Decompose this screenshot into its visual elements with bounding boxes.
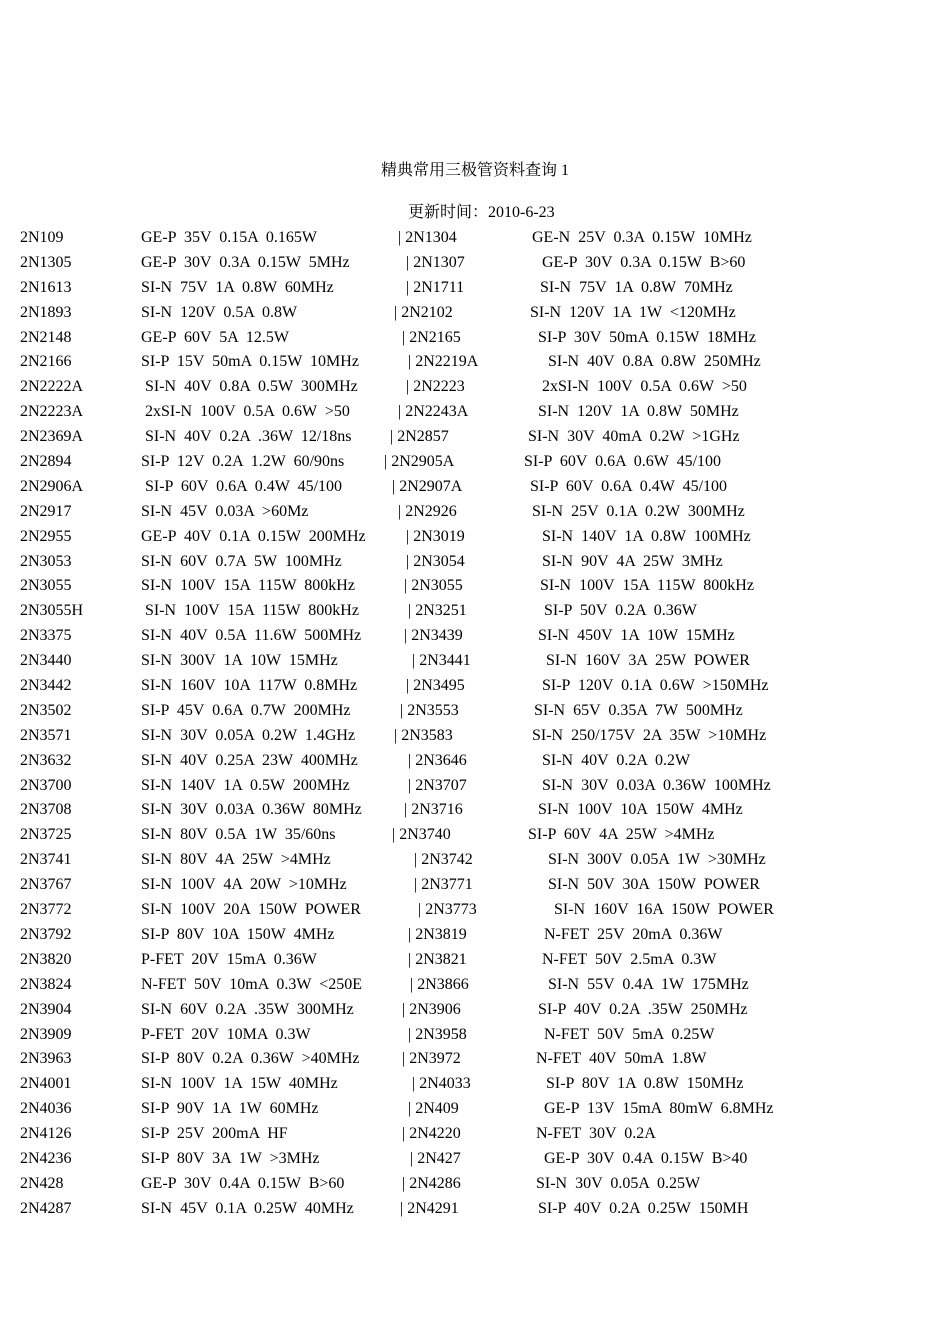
model-number: 2N1613 <box>20 278 72 296</box>
spec-text: SI-N 60V 0.7A 5W 100MHz <box>141 552 342 570</box>
model-number: 2N109 <box>20 229 64 246</box>
model-number: 2N3792 <box>20 925 72 943</box>
model-number: | 2N3441 <box>412 652 471 670</box>
spec-text: SI-N 55V 0.4A 1W 175MHz <box>548 975 749 993</box>
spec-text: SI-P 60V 4A 25W >4MHz <box>528 826 715 844</box>
model-number: | 2N4286 <box>402 1174 461 1192</box>
spec-text: SI-N 40V 0.2A 0.2W <box>542 751 691 769</box>
model-number: 2N3772 <box>20 901 72 919</box>
spec-text: SI-N 450V 1A 10W 15MHz <box>538 627 735 645</box>
spec-text: SI-P 120V 0.1A 0.6W >150MHz <box>542 677 769 695</box>
spec-text: SI-N 300V 1A 10W 15MHz <box>141 652 338 670</box>
spec-text: SI-N 40V 0.8A 0.8W 250MHz <box>548 353 761 371</box>
model-number: 2N2917 <box>20 502 72 520</box>
model-number: 2N4287 <box>20 1199 72 1217</box>
model-number: 2N1893 <box>20 303 72 321</box>
spec-text: SI-N 140V 1A 0.8W 100MHz <box>542 527 751 545</box>
model-number: | 2N3771 <box>414 876 473 894</box>
spec-text: GE-P 30V 0.3A 0.15W 5MHz <box>141 253 350 271</box>
spec-text: SI-P 25V 200mA HF <box>141 1125 288 1143</box>
table-row <box>0 949 950 974</box>
table-row <box>0 451 950 476</box>
spec-text: N-FET 40V 50mA 1.8W <box>536 1050 707 1068</box>
model-number: 2N4126 <box>20 1125 72 1143</box>
spec-text: SI-P 60V 0.6A 0.4W 45/100 <box>141 477 343 495</box>
spec-text: N-FET 50V 10mA 0.3W <250E <box>141 975 363 993</box>
table-row <box>0 799 950 824</box>
spec-text: SI-P 60V 0.6A 0.6W 45/100 <box>524 453 722 471</box>
spec-text: SI-N 30V 0.05A 0.25W <box>536 1174 701 1192</box>
model-number: 2N3904 <box>20 1000 72 1018</box>
spec-text: SI-P 60V 0.6A 0.4W 45/100 <box>530 477 728 495</box>
table-row <box>0 277 950 302</box>
table-row <box>0 1024 950 1049</box>
update-date: 更新时间：2010-6-23 <box>408 204 555 221</box>
spec-text: GE-P 40V 0.1A 0.15W 200MHz <box>141 527 366 545</box>
model-number: 2N4236 <box>20 1149 72 1167</box>
model-number: | 2N1307 <box>406 253 465 271</box>
table-row <box>0 227 950 252</box>
model-number: | 2N3740 <box>392 826 451 844</box>
model-number: 2N2906A <box>20 477 84 495</box>
spec-text: SI-N 100V 4A 20W >10MHz <box>141 876 347 894</box>
spec-text: N-FET 50V 5mA 0.25W <box>544 1025 715 1043</box>
table-row <box>0 551 950 576</box>
model-number: | 2N3646 <box>408 751 467 769</box>
model-number: | 2N3972 <box>402 1050 461 1068</box>
model-number: | 2N2223 <box>406 378 465 396</box>
model-number: 2N2166 <box>20 353 72 371</box>
model-number: | 2N3495 <box>406 677 465 695</box>
model-number: | 2N3906 <box>402 1000 461 1018</box>
spec-text: SI-N 100V 1A 15W 40MHz <box>141 1075 338 1093</box>
spec-text: SI-P 50V 0.2A 0.36W <box>544 602 697 620</box>
spec-text: SI-N 90V 4A 25W 3MHz <box>542 552 723 570</box>
table-row <box>0 252 950 277</box>
model-number: 2N1305 <box>20 253 72 271</box>
model-number: | 2N3439 <box>404 627 463 645</box>
spec-text: SI-P 12V 0.2A 1.2W 60/90ns <box>141 453 345 471</box>
table-row <box>0 351 950 376</box>
table-row <box>0 1173 950 1198</box>
model-number: 2N3708 <box>20 801 72 819</box>
model-number: 2N3700 <box>20 776 72 794</box>
spec-text: SI-P 80V 3A 1W >3MHz <box>141 1149 320 1167</box>
model-number: | 2N4220 <box>402 1125 461 1143</box>
model-number: 2N3442 <box>20 677 72 695</box>
model-number: | 2N3251 <box>408 602 467 620</box>
model-number: 2N3055H <box>20 602 84 620</box>
model-number: | 2N3819 <box>408 925 467 943</box>
spec-text: SI-N 100V 15A 115W 800kHz <box>540 577 754 595</box>
table-row <box>0 1048 950 1073</box>
model-number: 2N3963 <box>20 1050 72 1068</box>
model-number: | 2N1711 <box>406 278 465 296</box>
model-number: 2N2955 <box>20 527 72 545</box>
spec-text: SI-N 100V 20A 150W POWER <box>141 901 361 919</box>
spec-text: SI-N 75V 1A 0.8W 60MHz <box>141 278 334 296</box>
model-number: 2N3055 <box>20 577 72 595</box>
spec-text: SI-N 40V 0.5A 11.6W 500MHz <box>141 627 362 645</box>
table-row <box>0 327 950 352</box>
spec-text: SI-N 30V 0.05A 0.2W 1.4GHz <box>141 726 356 744</box>
spec-text: SI-N 100V 10A 150W 4MHz <box>538 801 743 819</box>
table-row <box>0 750 950 775</box>
spec-text: SI-P 80V 0.2A 0.36W >40MHz <box>141 1050 360 1068</box>
spec-text: GE-P 35V 0.15A 0.165W <box>141 229 317 246</box>
model-number: 2N2223A <box>20 403 84 421</box>
model-number: | 2N4291 <box>400 1199 459 1217</box>
table-row <box>0 874 950 899</box>
model-number: | 2N3958 <box>408 1025 467 1043</box>
model-number: | 2N2243A <box>398 403 469 421</box>
model-number: | 2N2857 <box>390 428 449 446</box>
model-number: 2N3909 <box>20 1025 72 1043</box>
model-number: | 2N3553 <box>400 701 459 719</box>
table-row <box>0 526 950 551</box>
model-number: | 2N3773 <box>418 901 477 919</box>
spec-text: SI-N 140V 1A 0.5W 200MHz <box>141 776 350 794</box>
spec-text: SI-N 300V 0.05A 1W >30MHz <box>548 851 766 869</box>
spec-text: GE-P 13V 15mA 80mW 6.8MHz <box>544 1100 774 1118</box>
table-row <box>0 600 950 625</box>
spec-text: 2xSI-N 100V 0.5A 0.6W >50 <box>542 378 747 396</box>
model-number: | 2N3821 <box>408 950 467 968</box>
spec-text: GE-P 30V 0.3A 0.15W B>60 <box>542 253 746 271</box>
spec-text: N-FET 25V 20mA 0.36W <box>544 925 723 943</box>
table-row <box>0 501 950 526</box>
model-number: | 2N3055 <box>404 577 463 595</box>
table-row <box>0 575 950 600</box>
table-row <box>0 376 950 401</box>
table-row <box>0 725 950 750</box>
spec-text: N-FET 30V 0.2A <box>536 1125 656 1143</box>
spec-text: SI-P 30V 50mA 0.15W 18MHz <box>538 328 756 346</box>
spec-text: GE-P 30V 0.4A 0.15W B>60 <box>141 1174 345 1192</box>
model-number: 2N3375 <box>20 627 72 645</box>
model-number: | 2N3707 <box>408 776 467 794</box>
model-number: 2N2894 <box>20 453 72 471</box>
model-number: | 2N2102 <box>394 303 453 321</box>
model-number: 2N3571 <box>20 726 72 744</box>
spec-text: SI-N 120V 1A 0.8W 50MHz <box>538 403 739 421</box>
model-number: | 2N2905A <box>384 453 455 471</box>
table-row <box>0 824 950 849</box>
table-row <box>0 476 950 501</box>
spec-text: SI-N 45V 0.1A 0.25W 40MHz <box>141 1199 354 1217</box>
spec-text: SI-N 30V 0.03A 0.36W 80MHz <box>141 801 362 819</box>
model-number: 2N3632 <box>20 751 72 769</box>
spec-text: SI-P 40V 0.2A .35W 250MHz <box>538 1000 748 1018</box>
spec-text: GE-P 30V 0.4A 0.15W B>40 <box>544 1149 748 1167</box>
model-number: | 2N3742 <box>414 851 473 869</box>
spec-text: SI-N 120V 1A 1W <120MHz <box>530 303 736 321</box>
table-row <box>0 675 950 700</box>
model-number: | 2N3583 <box>394 726 453 744</box>
model-number: 2N3741 <box>20 851 72 869</box>
spec-text: SI-N 75V 1A 0.8W 70MHz <box>540 278 733 296</box>
table-row <box>0 899 950 924</box>
table-row <box>0 1148 950 1173</box>
spec-text: P-FET 20V 10MA 0.3W <box>141 1025 311 1043</box>
spec-text: SI-N 160V 16A 150W POWER <box>554 901 774 919</box>
spec-text: SI-N 160V 10A 117W 0.8MHz <box>141 677 358 695</box>
spec-text: SI-P 80V 10A 150W 4MHz <box>141 925 335 943</box>
table-row <box>0 1098 950 1123</box>
model-number: 2N3767 <box>20 876 72 894</box>
model-number: | 2N409 <box>408 1100 459 1118</box>
table-row <box>0 999 950 1024</box>
model-number: 2N2222A <box>20 378 84 396</box>
spec-text: SI-N 60V 0.2A .35W 300MHz <box>141 1000 354 1018</box>
model-number: 2N2148 <box>20 328 72 346</box>
model-number: | 2N2165 <box>402 328 461 346</box>
document-title <box>0 160 950 182</box>
model-number: | 2N2907A <box>392 477 463 495</box>
spec-text: SI-P 45V 0.6A 0.7W 200MHz <box>141 701 351 719</box>
transistor-list <box>0 227 950 1223</box>
spec-text: N-FET 50V 2.5mA 0.3W <box>542 950 717 968</box>
spec-text: SI-N 250/175V 2A 35W >10MHz <box>532 726 767 744</box>
model-number: 2N4001 <box>20 1075 72 1093</box>
model-number: | 2N1304 <box>398 229 457 246</box>
spec-text: SI-P 90V 1A 1W 60MHz <box>141 1100 319 1118</box>
table-row <box>0 974 950 999</box>
spec-text: SI-N 100V 15A 115W 800kHz <box>141 577 355 595</box>
spec-text: SI-N 30V 0.03A 0.36W 100MHz <box>542 776 771 794</box>
spec-text: SI-N 25V 0.1A 0.2W 300MHz <box>532 502 745 520</box>
model-number: 2N3502 <box>20 701 72 719</box>
spec-text: SI-N 65V 0.35A 7W 500MHz <box>534 701 743 719</box>
spec-text: SI-N 100V 15A 115W 800kHz <box>141 602 359 620</box>
spec-text: SI-N 160V 3A 25W POWER <box>546 652 750 670</box>
table-row <box>0 700 950 725</box>
spec-text: GE-N 25V 0.3A 0.15W 10MHz <box>532 229 752 246</box>
model-number: | 2N4033 <box>412 1075 471 1093</box>
spec-text: SI-P 80V 1A 0.8W 150MHz <box>546 1075 744 1093</box>
table-row <box>0 775 950 800</box>
spec-text: SI-N 40V 0.2A .36W 12/18ns <box>141 428 352 446</box>
model-number: | 2N3866 <box>410 975 469 993</box>
spec-text: GE-P 60V 5A 12.5W <box>141 328 289 346</box>
spec-text: SI-P 40V 0.2A 0.25W 150MH <box>538 1199 749 1217</box>
table-row <box>0 302 950 327</box>
model-number: 2N3440 <box>20 652 72 670</box>
spec-text: 2xSI-N 100V 0.5A 0.6W >50 <box>141 403 350 421</box>
model-number: | 2N3019 <box>406 527 465 545</box>
model-number: | 2N3054 <box>406 552 465 570</box>
spec-text: SI-N 80V 0.5A 1W 35/60ns <box>141 826 336 844</box>
model-number: 2N3820 <box>20 950 72 968</box>
spec-text: SI-N 30V 40mA 0.2W >1GHz <box>528 428 740 446</box>
spec-text: SI-N 40V 0.8A 0.5W 300MHz <box>141 378 358 396</box>
model-number: 2N428 <box>20 1174 64 1192</box>
spec-text: SI-N 120V 0.5A 0.8W <box>141 303 298 321</box>
model-number: 2N3053 <box>20 552 72 570</box>
model-number: 2N4036 <box>20 1100 72 1118</box>
spec-text: SI-N 45V 0.03A >60Mz <box>141 502 309 520</box>
table-row <box>0 1198 950 1223</box>
spec-text: P-FET 20V 15mA 0.36W <box>141 950 317 968</box>
spec-text: SI-N 40V 0.25A 23W 400MHz <box>141 751 358 769</box>
model-number: | 2N3716 <box>404 801 463 819</box>
model-number: | 2N427 <box>410 1149 461 1167</box>
model-number: 2N3725 <box>20 826 72 844</box>
model-number: | 2N2926 <box>398 502 457 520</box>
model-number: 2N2369A <box>20 428 84 446</box>
table-row <box>0 849 950 874</box>
document-title-text: 精典常用三极管资料查询 1 <box>380 162 569 179</box>
model-number: 2N3824 <box>20 975 72 993</box>
table-row <box>0 625 950 650</box>
table-row <box>0 1123 950 1148</box>
table-row <box>0 426 950 451</box>
spec-text: SI-N 50V 30A 150W POWER <box>548 876 760 894</box>
spec-text: SI-P 15V 50mA 0.15W 10MHz <box>141 353 359 371</box>
table-row <box>0 924 950 949</box>
table-row <box>0 650 950 675</box>
table-row <box>0 1073 950 1098</box>
spec-text: SI-N 80V 4A 25W >4MHz <box>141 851 331 869</box>
model-number: | 2N2219A <box>408 353 479 371</box>
table-row <box>0 401 950 426</box>
